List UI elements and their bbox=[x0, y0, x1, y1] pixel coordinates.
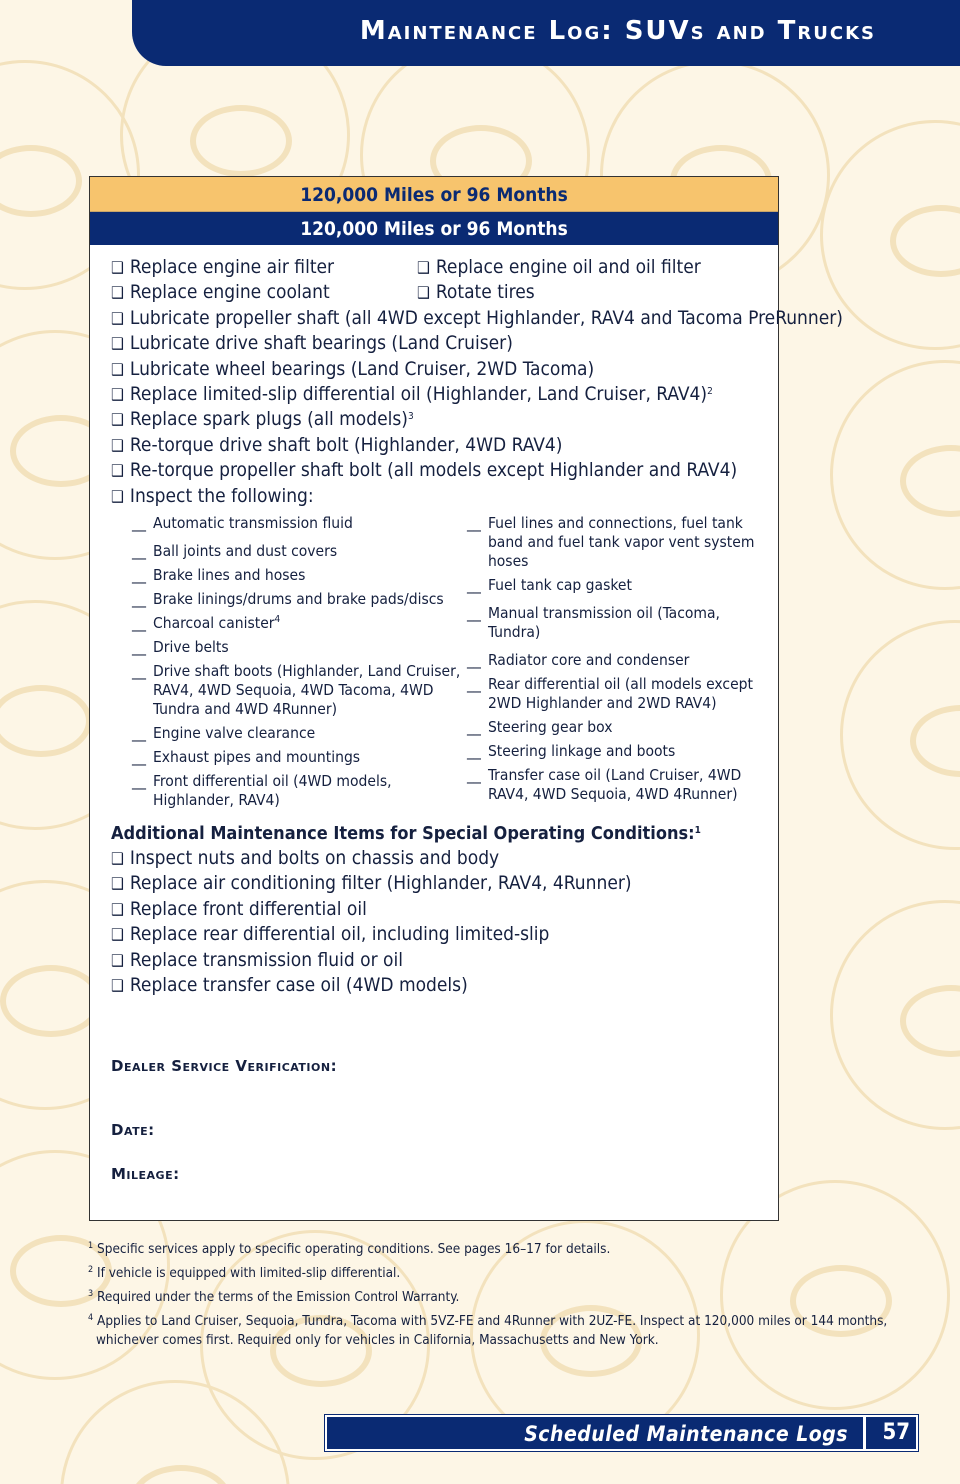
inspection-item: __ Charcoal canister$^4$ bbox=[132, 614, 281, 633]
blank-line[interactable]: __ bbox=[132, 542, 146, 561]
checkbox-icon[interactable]: ❑ bbox=[111, 976, 124, 996]
additional-items-heading: Additional Maintenance Items for Special Operating Conditions:$^1$ bbox=[111, 823, 701, 845]
inspection-item: __ Steering linkage and boots bbox=[466, 742, 676, 761]
checklist-item: ❑ Lubricate drive shaft bearings (Land Cruiser) bbox=[111, 331, 766, 356]
checklist-item: ❑ Rotate tires bbox=[417, 280, 535, 305]
blank-line[interactable]: __ bbox=[132, 724, 146, 743]
footer-section-label: Scheduled Maintenance Logs bbox=[524, 1422, 848, 1446]
additional-item: ❑ Replace transmission fluid or oil bbox=[111, 948, 766, 973]
blank-line[interactable]: __ bbox=[466, 766, 481, 785]
checklist-item: ❑ Lubricate wheel bearings (Land Cruiser, 2WD Tacoma) bbox=[111, 357, 766, 382]
footnote-ref: 3 bbox=[407, 411, 414, 423]
inspection-item: __ Engine valve clearance bbox=[132, 724, 316, 743]
checklist-item: ❑ Lubricate propeller shaft (all 4WD except Highlander, RAV4 and Tacoma PreRunner) bbox=[111, 306, 766, 331]
checkbox-icon[interactable]: ❑ bbox=[111, 849, 124, 869]
blank-line[interactable]: __ bbox=[466, 576, 481, 595]
blank-line[interactable]: __ bbox=[132, 590, 146, 609]
page-number: 57 bbox=[882, 1420, 910, 1445]
checklist-item: ❑ Replace limited-slip differential oil (Highlander, Land Cruiser, RAV4)$^2$ bbox=[111, 382, 766, 407]
inspection-item: __ Brake linings/drums and brake pads/discs bbox=[132, 590, 444, 609]
interval-band-main: 120,000 Miles or 96 Months bbox=[90, 212, 778, 245]
inspection-item: __ Radiator core and condenser bbox=[466, 651, 690, 670]
checklist-item: ❑ Re-torque drive shaft bolt (Highlander, 4WD RAV4) bbox=[111, 433, 766, 458]
footnote-ref: 2 bbox=[707, 386, 713, 398]
inspection-column-right bbox=[467, 514, 766, 815]
blank-line[interactable]: __ bbox=[466, 651, 481, 670]
footnote: $^2$ If vehicle is equipped with limited-slip differential. bbox=[88, 1265, 401, 1281]
checkbox-icon[interactable]: ❑ bbox=[111, 874, 124, 894]
blank-line[interactable]: __ bbox=[466, 514, 481, 533]
footnote-ref: 4 bbox=[274, 614, 281, 626]
inspection-item: __ Exhaust pipes and mountings bbox=[132, 748, 361, 767]
additional-item: ❑ Replace front differential oil bbox=[111, 897, 766, 922]
additional-item: ❑ Replace transfer case oil (4WD models) bbox=[111, 973, 766, 998]
checklist-row bbox=[111, 280, 766, 305]
checkbox-icon[interactable]: ❑ bbox=[111, 385, 124, 405]
inspection-item: __ Manual transmission oil (Tacoma, Tundra) bbox=[466, 604, 720, 642]
checkbox-icon[interactable]: ❑ bbox=[111, 410, 124, 430]
checkbox-icon[interactable]: ❑ bbox=[111, 925, 124, 945]
interval-band-top: 120,000 Miles or 96 Months bbox=[90, 177, 778, 212]
date-label: Date: bbox=[111, 1121, 155, 1139]
header-bar bbox=[132, 0, 960, 66]
blank-line[interactable]: __ bbox=[132, 614, 146, 633]
checklist-item: ❑ Replace engine coolant bbox=[111, 280, 417, 305]
inspection-item: __ Brake lines and hoses bbox=[132, 566, 306, 585]
checkbox-icon[interactable]: ❑ bbox=[111, 308, 124, 328]
checklist-row bbox=[111, 255, 766, 280]
footnotes bbox=[88, 1240, 888, 1355]
inspection-item: __ Rear differential oil (all models except 2WD Highlander and 2WD RAV4) bbox=[466, 675, 753, 713]
inspection-list bbox=[132, 514, 766, 815]
checkbox-icon[interactable]: ❑ bbox=[417, 283, 430, 303]
footnote: $^3$ Required under the terms of the Emission Control Warranty. bbox=[88, 1289, 460, 1305]
checklist-item: ❑ Re-torque propeller shaft bolt (all models except Highlander and RAV4) bbox=[111, 458, 766, 483]
checkbox-icon[interactable]: ❑ bbox=[111, 435, 124, 455]
blank-line[interactable]: __ bbox=[132, 662, 146, 681]
checklist-item: ❑ Inspect the following: bbox=[111, 484, 766, 509]
blank-line[interactable]: __ bbox=[466, 675, 481, 694]
inspection-item: __ Steering gear box bbox=[466, 718, 613, 737]
inspection-item: __ Fuel tank cap gasket bbox=[466, 576, 632, 595]
blank-line[interactable]: __ bbox=[132, 638, 146, 657]
checkbox-icon[interactable]: ❑ bbox=[111, 359, 124, 379]
footnote: $^4$ Applies to Land Cruiser, Sequoia, Tundra, Tacoma with 5VZ-FE and 4Runner with 2UZ-FE. Inspect at 120,000 miles or 144 months, whichever comes first. Required only for vehicles in California, Massachusetts and New York. bbox=[88, 1313, 888, 1348]
blank-line[interactable]: __ bbox=[132, 748, 146, 767]
inspection-item: __ Drive belts bbox=[132, 638, 229, 657]
page-title: Maintenance Log: SUVs and Trucks bbox=[359, 16, 876, 46]
additional-item: ❑ Replace rear differential oil, including limited-slip bbox=[111, 922, 766, 947]
inspection-item: __ Front differential oil (4WD models, Highlander, RAV4) bbox=[132, 772, 392, 810]
checkbox-icon[interactable]: ❑ bbox=[111, 950, 124, 970]
blank-line[interactable]: __ bbox=[466, 742, 481, 761]
inspection-item: __ Transfer case oil (Land Cruiser, 4WD RAV4, 4WD Sequoia, 4WD 4Runner) bbox=[466, 766, 742, 804]
blank-line[interactable]: __ bbox=[466, 604, 481, 623]
checkbox-icon[interactable]: ❑ bbox=[417, 258, 430, 277]
additional-item: ❑ Inspect nuts and bolts on chassis and body bbox=[111, 846, 766, 871]
inspection-column-left bbox=[132, 514, 467, 815]
maintenance-log-card bbox=[89, 176, 843, 1221]
checkbox-icon[interactable]: ❑ bbox=[111, 258, 124, 277]
checkbox-icon[interactable]: ❑ bbox=[111, 461, 124, 481]
checklist-item: ❑ Replace engine oil and oil filter bbox=[417, 255, 701, 280]
blank-line[interactable]: __ bbox=[132, 514, 146, 533]
inspection-item: __ Fuel lines and connections, fuel tank band and fuel tank vapor vent system hoses bbox=[466, 514, 755, 571]
inspection-item: __ Ball joints and dust covers bbox=[132, 542, 338, 561]
log-content bbox=[111, 255, 843, 999]
footer-divider bbox=[863, 1417, 866, 1449]
checkbox-icon[interactable]: ❑ bbox=[111, 283, 124, 303]
checkbox-icon[interactable]: ❑ bbox=[111, 334, 124, 354]
additional-item: ❑ Replace air conditioning filter (Highlander, RAV4, 4Runner) bbox=[111, 871, 766, 896]
inspection-item: __ Automatic transmission fluid bbox=[132, 514, 353, 533]
blank-line[interactable]: __ bbox=[132, 772, 146, 791]
dealer-verification-label: Dealer Service Verification: bbox=[111, 1057, 338, 1075]
checkbox-icon[interactable]: ❑ bbox=[111, 899, 124, 919]
mileage-label: Mileage: bbox=[111, 1165, 180, 1183]
blank-line[interactable]: __ bbox=[466, 718, 481, 737]
footnote-ref: 1 bbox=[694, 825, 701, 837]
inspection-item: __ Drive shaft boots (Highlander, Land Cruiser, RAV4, 4WD Sequoia, 4WD Tacoma, 4WD Tundra and 4WD 4Runner) bbox=[132, 662, 461, 719]
checklist-item: ❑ Replace spark plugs (all models)$^3$ bbox=[111, 407, 766, 432]
blank-line[interactable]: __ bbox=[132, 566, 146, 585]
checklist-item: ❑ Replace engine air filter bbox=[111, 255, 417, 280]
footer-bar bbox=[325, 1415, 918, 1451]
footnote: $^1$ Specific services apply to specific operating conditions. See pages 16–17 for details. bbox=[88, 1241, 611, 1257]
checkbox-icon[interactable]: ❑ bbox=[111, 486, 124, 506]
